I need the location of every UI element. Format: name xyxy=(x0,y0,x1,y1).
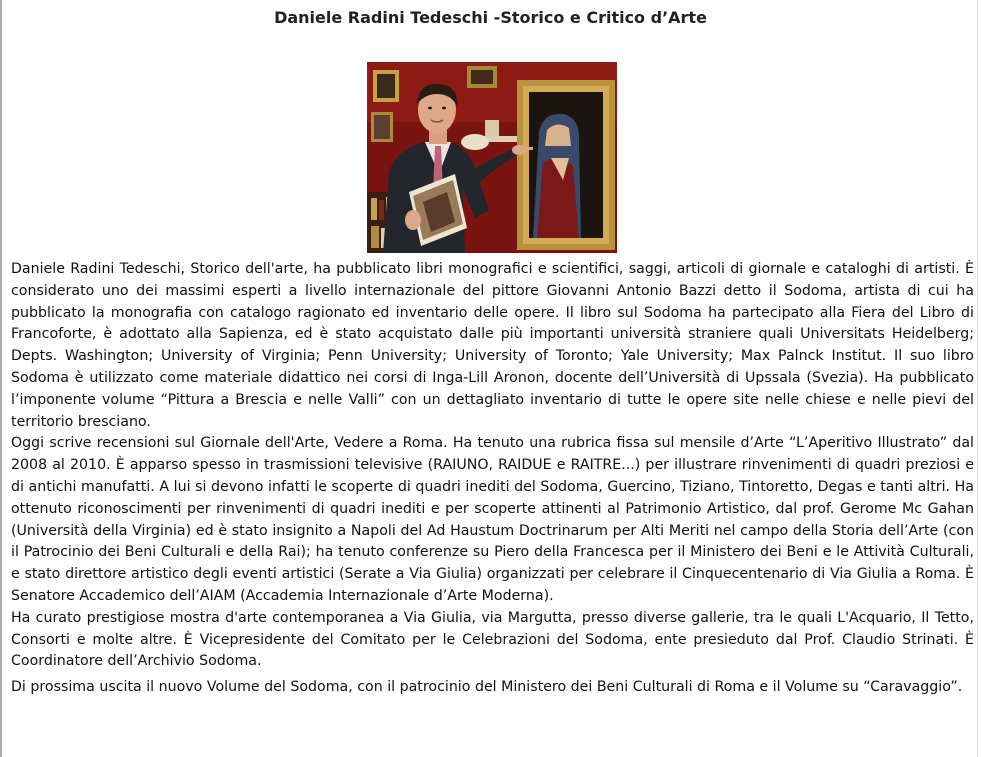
left-border xyxy=(0,0,2,757)
paragraph-biography: Daniele Radini Tedeschi, Storico dell'arte, ha pubblicato libri monografici e scientifici, saggi, articoli di giornale e cataloghi di artisti. È considerato uno dei massimi esperti a livello internazionale del pittore Giovanni Antonio Bazzi detto il Sodoma, artista di cui ha pubblicato la monografia con catalogo ragionato ed inventario delle opere. Il libro sul Sodoma ha partecipato alla Fiera del Libro di Francoforte, è adottato alla Sapienza, ed è stato acquistato dalle più importanti università straniere quali Universitats Heidelberg; Depts. Washington; University of Virginia; Penn University; University of Toronto; Yale University; Max Palnck Institut. Il suo libro Sodoma è utilizzato come materiale didattico nei corsi di Inga-Lill Aronon, docente dell’Università di Upssala (Svezia). Ha pubblicato l’imponente volume “Pittura a Brescia e nelle Valli” con un dettagliato inventario di tutte le opere site nelle chiese e nelle pievi del territorio bresciano. xyxy=(11,261,974,430)
paragraph-activities: Oggi scrive recensioni sul Giornale dell'Arte, Vedere a Roma. Ha tenuto una rubrica fissa sul mensile d’Arte “L’Aperitivo Illustrato” dal 2008 al 2010. È apparso spesso in trasmissioni televisive (RAIUNO, RAIDUE e RAITRE...) per illustrare rinvenimenti di quadri preziosi e di antichi manufatti. A lui si devono infatti le scoperte di quadri inediti del Sodoma, Guercino, Tiziano, Tintoretto, Degas e tanti altri. Ha ottenuto riconoscimenti per rinvenimenti di quadri inediti e per scoperte attinenti al Patrimonio Artistico, dal prof. Gerome Mc Gahan (Università della Virginia) ed è stato insignito a Napoli del Ad Haustum Doctrinarum per Alti Meriti nel campo della Storia dell’Arte (con il Patrocinio dei Beni Culturali e della Rai); ha tenuto conferenze su Piero della Francesca per il Ministero dei Beni e le Attività Culturali, e stato direttore artistico degli eventi artistici (Serate a Via Giulia) organizzati per celebrare il Cinquecentenario di Via Giulia a Roma. È Senatore Accademico dell’AIAM (Accademia Internazionale d’Arte Moderna). xyxy=(11,435,974,604)
page-title: Daniele Radini Tedeschi -Storico e Critico d’Arte xyxy=(274,8,707,27)
article-body xyxy=(11,259,974,699)
right-border xyxy=(977,0,978,757)
paragraph-upcoming: Di prossima uscita il nuovo Volume del Sodoma, con il patrocinio del Ministero dei Beni Culturali di Roma e il Volume su “Caravaggio”. xyxy=(11,679,963,696)
portrait-photo xyxy=(367,62,617,253)
paragraph-exhibitions: Ha curato prestigiose mostra d'arte contemporanea a Via Giulia, via Margutta, presso diverse gallerie, tra le quali L'Acquario, Il Tetto, Consorti e molte altre. È Vicepresidente del Comitato per le Celebrazioni del Sodoma, ente presieduto dal Prof. Claudio Strinati. È Coordinatore dell’Archivio Sodoma. xyxy=(11,609,974,670)
